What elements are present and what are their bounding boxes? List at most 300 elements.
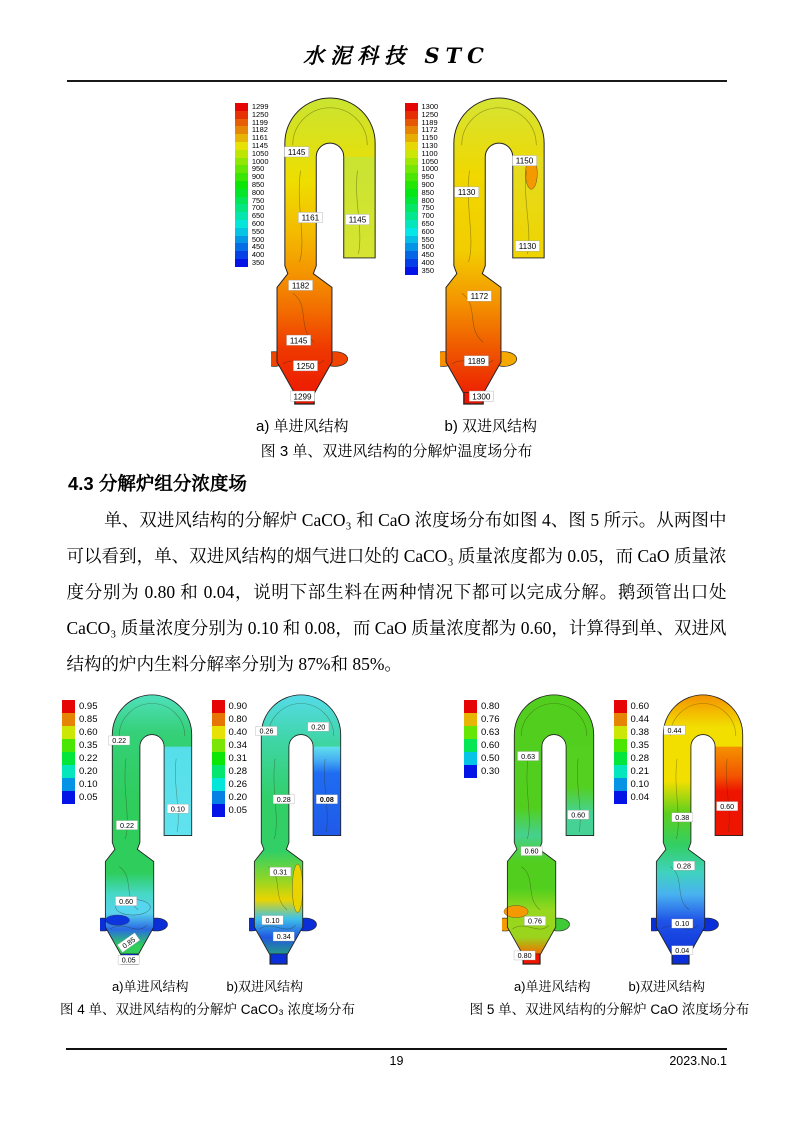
legend-value: 800	[421, 195, 435, 205]
legend-entry	[62, 713, 98, 726]
legend-swatch	[405, 189, 418, 197]
contour-label	[270, 867, 291, 876]
legend-swatch	[235, 243, 248, 251]
legend-swatch	[235, 197, 248, 205]
issue-label: 2023.No.1	[669, 1054, 727, 1068]
legend-entry	[464, 713, 500, 726]
sublabel-b: b) 双进风结构	[444, 418, 538, 435]
contour-label	[118, 955, 139, 964]
page-header	[0, 0, 793, 82]
figure-3-plots	[0, 97, 793, 413]
legend-entry	[212, 765, 248, 778]
legend-swatch	[235, 119, 248, 127]
contour-label	[514, 951, 535, 960]
legend-swatch	[405, 220, 418, 228]
legend-swatch	[212, 713, 225, 726]
contour-label	[513, 155, 537, 165]
legend-swatch	[212, 726, 225, 739]
legend-value: 0.90	[228, 701, 247, 712]
footer-rule	[66, 1048, 727, 1050]
legend-value: 0.20	[228, 792, 247, 803]
contour-label	[286, 335, 310, 345]
legend-value: 0.60	[630, 701, 649, 712]
legend-value: 850	[421, 187, 435, 197]
legend-value: 700	[251, 203, 265, 213]
contour-label	[273, 795, 294, 804]
figure-3b-group	[405, 97, 559, 413]
contour-label	[467, 291, 491, 301]
legend-value: 750	[421, 203, 435, 213]
legend-value: 950	[421, 172, 435, 182]
contour-label	[308, 722, 329, 731]
legend-swatch	[235, 189, 248, 197]
figure-5b-group	[614, 694, 756, 972]
legend-swatch	[235, 220, 248, 228]
figure-4-plots	[60, 694, 355, 972]
color-scale-legend	[212, 700, 248, 817]
svg-text:0.10: 0.10	[265, 916, 280, 925]
figure-3-caption: 图 3 单、双进风结构的分解炉温度场分布	[260, 443, 533, 460]
svg-text:0.38: 0.38	[675, 814, 690, 823]
legend-entry	[62, 791, 98, 804]
legend-value: 0.10	[79, 779, 98, 790]
legend-swatch	[614, 765, 627, 778]
legend-value: 500	[421, 242, 435, 252]
legend-value: 0.40	[228, 727, 247, 738]
legend-value: 400	[251, 250, 265, 260]
contour-label	[469, 391, 493, 401]
legend-swatch	[614, 739, 627, 752]
legend-swatch	[405, 243, 418, 251]
legend-swatch	[212, 752, 225, 765]
legend-value: 650	[421, 218, 435, 228]
legend-swatch	[464, 700, 477, 713]
legend-value: 1050	[251, 148, 269, 158]
svg-text:1172: 1172	[470, 292, 489, 302]
legend-swatch	[235, 142, 248, 150]
legend-value: 700	[421, 211, 435, 221]
legend-value: 350	[421, 265, 435, 275]
legend-entry	[212, 752, 248, 765]
figure-3-sublabels	[0, 415, 793, 436]
legend-value: 1172	[421, 125, 438, 135]
legend-entry	[212, 726, 248, 739]
sublabel-b: b)双进风结构	[226, 979, 304, 994]
furnace-contour-plot	[440, 97, 558, 413]
legend-value: 1000	[421, 164, 439, 174]
furnace-contour-plot	[100, 694, 204, 972]
contour-label	[517, 751, 538, 760]
figure-5-caption: 图 5 单、双进风结构的分解炉 CaO 浓度场分布	[469, 1002, 750, 1017]
legend-value: 550	[251, 226, 265, 236]
legend-swatch	[235, 181, 248, 189]
legend-value: 450	[421, 250, 435, 260]
legend-value: 0.30	[481, 766, 500, 777]
svg-text:1299: 1299	[292, 392, 312, 402]
legend-swatch	[212, 739, 225, 752]
svg-text:0.22: 0.22	[111, 737, 126, 746]
figure-5	[464, 694, 755, 1018]
legend-swatch	[235, 212, 248, 220]
legend-value: 400	[421, 257, 435, 267]
legend-swatch	[235, 236, 248, 244]
legend-swatch	[235, 126, 248, 134]
svg-text:0.44: 0.44	[667, 726, 682, 735]
legend-value: 0.76	[481, 714, 500, 725]
svg-text:1145: 1145	[287, 147, 305, 157]
legend-value: 550	[421, 234, 435, 244]
legend-value: 0.31	[228, 753, 247, 764]
legend-swatch	[235, 228, 248, 236]
body-paragraph: 单、双进风结构的分解炉 CaCO₃ 和 CaO 浓度场分布如图 4、图 5 所示。从两图中可以看到，单、双进风结构的烟气进口处的 CaCO₃ 质量浓度都为 0.05，而 CaO 质量浓度分别为 0.80 和 0.04，说明下部生料在两种情况下都可以完成分解。鹅颈管出口处 CaCO₃ 质量浓度分别为 0.10 和 0.08，而 CaO 质量浓度都为 0.60，计算得到单、双进风结构的炉内生料分解率分别为 87%和 85%。	[66, 510, 727, 674]
legend-value: 0.63	[481, 727, 500, 738]
legend-value: 0.80	[228, 714, 247, 725]
legend-value: 0.85	[79, 714, 98, 725]
legend-swatch	[235, 158, 248, 166]
figure-3a-group	[235, 97, 389, 413]
legend-entry	[464, 739, 500, 752]
svg-text:0.31: 0.31	[273, 868, 288, 877]
legend-swatch	[235, 134, 248, 142]
legend-value: 600	[251, 218, 265, 228]
legend-entry	[212, 713, 248, 726]
color-scale-legend	[405, 103, 439, 275]
legend-entry	[62, 752, 98, 765]
furnace-contour-plot	[249, 694, 353, 972]
sublabel-a: a) 单进风结构	[255, 418, 349, 435]
legend-swatch	[405, 181, 418, 189]
legend-value: 600	[421, 226, 435, 236]
legend-value: 0.05	[79, 792, 98, 803]
contour-label	[262, 916, 283, 925]
contour-label	[567, 810, 588, 819]
legend-swatch	[62, 778, 75, 791]
legend-value: 850	[251, 179, 265, 189]
figure-4-caption: 图 4 单、双进风结构的分解炉 CaCO₃ 浓度场分布	[60, 1002, 356, 1017]
legend-value: 0.80	[481, 701, 500, 712]
legend-entry	[614, 700, 650, 713]
svg-text:1130: 1130	[458, 188, 476, 198]
furnace-contour-plot	[271, 97, 389, 413]
legend-swatch	[212, 700, 225, 713]
legend-swatch	[62, 726, 75, 739]
figure-4a-group	[62, 694, 204, 972]
contour-label	[455, 187, 479, 197]
legend-value: 1182	[251, 125, 268, 135]
legend-entry	[464, 752, 500, 765]
legend-value: 1250	[421, 109, 439, 119]
legend-swatch	[405, 259, 418, 267]
legend-swatch	[235, 251, 248, 259]
figure-4-sublabels	[60, 976, 355, 995]
legend-value: 0.22	[79, 753, 98, 764]
legend-value: 0.50	[481, 753, 500, 764]
legend-swatch	[235, 204, 248, 212]
legend-entry	[62, 778, 98, 791]
legend-swatch	[235, 259, 248, 267]
contour-label	[256, 726, 277, 735]
svg-text:1161: 1161	[301, 213, 319, 223]
legend-swatch	[405, 173, 418, 181]
contour-label	[273, 932, 294, 941]
contour-label	[293, 361, 317, 371]
color-scale-legend	[614, 700, 650, 804]
legend-swatch	[614, 791, 627, 804]
svg-text:0.08: 0.08	[319, 795, 334, 804]
legend-swatch	[62, 765, 75, 778]
legend-entry	[464, 700, 500, 713]
legend-swatch	[464, 726, 477, 739]
legend-entry	[212, 739, 248, 752]
contour-label	[717, 802, 738, 811]
legend-swatch	[212, 765, 225, 778]
legend-entry	[614, 739, 650, 752]
svg-text:0.85: 0.85	[120, 935, 137, 951]
legend-entry	[62, 700, 98, 713]
svg-text:0.10: 0.10	[170, 805, 185, 814]
legend-value: 1145	[251, 140, 268, 150]
legend-swatch	[62, 752, 75, 765]
svg-text:1130: 1130	[518, 242, 537, 252]
legend-entry	[614, 752, 650, 765]
legend-swatch	[235, 165, 248, 173]
svg-text:0.26: 0.26	[259, 727, 274, 736]
legend-value: 0.10	[630, 779, 649, 790]
legend-swatch	[235, 173, 248, 181]
legend-entry	[464, 765, 500, 778]
svg-text:0.34: 0.34	[276, 933, 291, 942]
color-scale-legend	[464, 700, 500, 778]
contour-label	[345, 214, 369, 224]
sublabel-a: a)单进风结构	[111, 979, 189, 994]
figure-4-5-row	[0, 694, 793, 1018]
legend-entry	[62, 765, 98, 778]
legend-value: 1299	[251, 102, 269, 111]
contour-label	[298, 212, 322, 222]
svg-text:1189: 1189	[467, 356, 486, 366]
journal-title: 水泥科技 STC	[303, 43, 490, 68]
contour-label	[672, 919, 693, 928]
sublabel-a: a)单进风结构	[513, 979, 591, 994]
contour-label	[465, 356, 489, 366]
page-number: 19	[389, 1054, 404, 1068]
section-heading: 4.3 分解炉组分浓度场	[68, 473, 247, 494]
legend-swatch	[464, 739, 477, 752]
contour-label	[672, 813, 693, 822]
legend-entry	[212, 804, 248, 817]
legend-value: 1199	[251, 117, 268, 127]
legend-value: 0.38	[630, 727, 649, 738]
legend-swatch	[405, 197, 418, 205]
legend-value: 0.44	[630, 714, 649, 725]
svg-text:1250: 1250	[295, 361, 315, 371]
legend-entry	[614, 778, 650, 791]
legend-value: 650	[251, 211, 265, 221]
legend-value: 1100	[421, 148, 438, 158]
legend-swatch	[405, 158, 418, 166]
svg-text:1150: 1150	[515, 156, 534, 166]
legend-value: 0.20	[79, 766, 98, 777]
contour-label	[284, 147, 308, 157]
legend-swatch	[405, 150, 418, 158]
contour-label	[520, 846, 541, 855]
svg-text:1300: 1300	[472, 392, 491, 402]
page-footer	[66, 1048, 727, 1068]
legend-value: 500	[251, 234, 265, 244]
legend-entry	[614, 765, 650, 778]
svg-text:0.63: 0.63	[520, 752, 535, 761]
legend-value: 1300	[421, 102, 439, 111]
furnace-contour-plot	[651, 694, 755, 972]
svg-text:0.60: 0.60	[524, 847, 539, 856]
legend-entry	[614, 791, 650, 804]
legend-value: 1250	[251, 109, 269, 119]
legend-swatch	[405, 212, 418, 220]
legend-value: 350	[251, 257, 265, 267]
svg-text:0.20: 0.20	[311, 723, 326, 732]
legend-swatch	[235, 103, 248, 111]
legend-swatch	[405, 126, 418, 134]
legend-value: 0.35	[630, 740, 649, 751]
legend-entry	[614, 726, 650, 739]
legend-swatch	[405, 228, 418, 236]
contour-label	[115, 897, 136, 906]
svg-text:1182: 1182	[291, 281, 309, 291]
svg-text:0.60: 0.60	[118, 897, 133, 906]
legend-value: 1161	[251, 133, 268, 143]
legend-swatch	[405, 111, 418, 119]
legend-swatch	[212, 791, 225, 804]
legend-swatch	[62, 791, 75, 804]
legend-entry	[614, 713, 650, 726]
contour-label	[288, 280, 312, 290]
contour-label	[672, 946, 693, 955]
contour-label	[516, 241, 540, 251]
legend-value: 0.05	[228, 805, 247, 816]
legend-swatch	[405, 165, 418, 173]
svg-text:0.60: 0.60	[570, 811, 585, 820]
legend-swatch	[614, 778, 627, 791]
color-scale-legend	[62, 700, 98, 804]
legend-value: 0.26	[228, 779, 247, 790]
legend-entry	[212, 791, 248, 804]
svg-text:0.28: 0.28	[677, 862, 691, 871]
legend-swatch	[405, 267, 418, 275]
figure-5-sublabels	[464, 976, 755, 995]
legend-swatch	[464, 752, 477, 765]
legend-value: 800	[251, 187, 265, 197]
legend-swatch	[62, 713, 75, 726]
legend-swatch	[235, 150, 248, 158]
contour-label	[167, 804, 188, 813]
furnace-contour-plot	[502, 694, 606, 972]
svg-text:1145: 1145	[348, 215, 366, 225]
legend-swatch	[62, 700, 75, 713]
legend-entry	[62, 726, 98, 739]
svg-text:0.22: 0.22	[119, 821, 134, 830]
legend-value: 750	[251, 195, 265, 205]
legend-value: 1000	[251, 156, 269, 166]
legend-value: 450	[251, 242, 265, 252]
svg-text:0.60: 0.60	[720, 802, 735, 811]
legend-entry	[212, 700, 248, 713]
legend-swatch	[235, 111, 248, 119]
legend-value: 1130	[421, 140, 438, 150]
legend-swatch	[212, 804, 225, 817]
legend-swatch	[212, 778, 225, 791]
legend-swatch	[614, 752, 627, 765]
legend-swatch	[405, 204, 418, 212]
legend-value: 1150	[421, 133, 438, 143]
svg-text:0.80: 0.80	[517, 952, 532, 961]
legend-entry	[464, 726, 500, 739]
legend-value: 0.35	[79, 740, 98, 751]
legend-swatch	[614, 700, 627, 713]
figure-4b-group	[212, 694, 354, 972]
legend-swatch	[405, 103, 418, 111]
svg-text:0.76: 0.76	[527, 917, 542, 926]
legend-swatch	[405, 251, 418, 259]
contour-label	[290, 391, 314, 401]
legend-entry	[235, 259, 269, 267]
legend-swatch	[405, 236, 418, 244]
svg-text:0.04: 0.04	[675, 947, 690, 956]
legend-value: 0.04	[630, 792, 649, 803]
legend-value: 0.28	[228, 766, 247, 777]
contour-label	[108, 736, 129, 745]
legend-value: 0.60	[79, 727, 98, 738]
svg-text:1145: 1145	[289, 336, 307, 346]
contour-label	[116, 821, 137, 830]
header-rule	[67, 80, 727, 82]
legend-entry	[405, 267, 439, 275]
legend-entry	[212, 778, 248, 791]
figure-5a-group	[464, 694, 606, 972]
contour-label	[524, 916, 545, 925]
legend-value: 900	[251, 172, 265, 182]
legend-swatch	[62, 739, 75, 752]
legend-swatch	[614, 713, 627, 726]
legend-value: 0.21	[630, 766, 649, 777]
legend-swatch	[464, 713, 477, 726]
legend-swatch	[405, 119, 418, 127]
legend-swatch	[614, 726, 627, 739]
sublabel-b: b)双进风结构	[628, 979, 706, 994]
contour-label	[664, 726, 685, 735]
svg-text:0.10: 0.10	[675, 920, 690, 929]
legend-swatch	[464, 765, 477, 778]
legend-value: 900	[421, 179, 435, 189]
figure-3	[0, 97, 793, 461]
legend-value: 1189	[421, 117, 438, 127]
color-scale-legend	[235, 103, 269, 267]
legend-value: 0.60	[481, 740, 500, 751]
legend-entry	[62, 739, 98, 752]
svg-text:0.28: 0.28	[276, 795, 291, 804]
legend-value: 0.28	[630, 753, 649, 764]
legend-value: 0.34	[228, 740, 247, 751]
figure-5-plots	[464, 694, 755, 972]
legend-value: 950	[251, 164, 265, 174]
legend-value: 1050	[421, 156, 439, 166]
contour-label	[316, 795, 337, 804]
contour-label	[673, 861, 694, 870]
figure-4	[60, 694, 355, 1018]
svg-text:0.05: 0.05	[121, 956, 136, 965]
legend-value: 0.95	[79, 701, 98, 712]
legend-swatch	[405, 134, 418, 142]
legend-swatch	[405, 142, 418, 150]
